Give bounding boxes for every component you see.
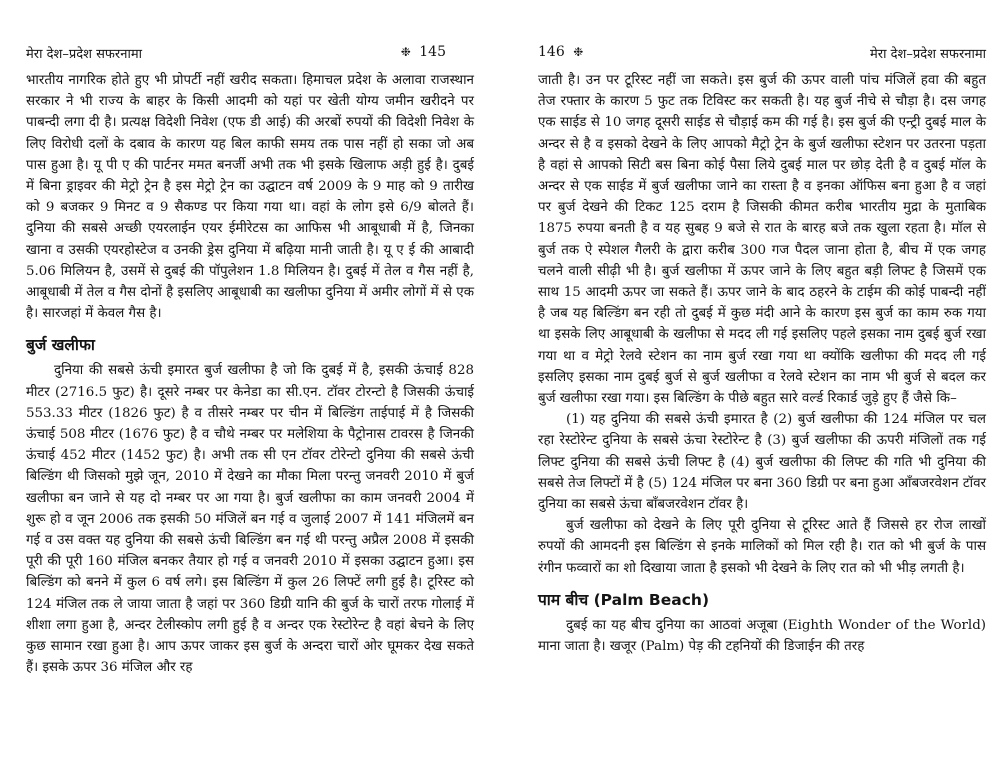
right-paragraph-records: (1) यह दुनिया की सबसे ऊंची इमारत है (2) बुर्ज खलीफा की 124 मंजिल पर चल रहा रेस्टोरेन्ट दुनिया के सबसे ऊंचा रेस्टोरेन्ट है (3) बुर्ज खलीफा की ऊपरी मंजिलों तक गई लिफ्ट दुनिया की सबसे ऊंची लिफ्ट है (4) बुर्ज खलीफा की लिफ्ट की गति भी दुनिया की सबसे तेज लिफ्टों में है (5) 124 मंजिल पर बना 360 डिग्री पर बना हुआ आँबजरवेशन टॉवर दुनिया का सबसे ऊंचा बाँबजरवेशन टॉवर है। [538,412,986,513]
right-page-body [538,70,986,657]
left-page [26,0,474,773]
left-page-number-block [397,44,446,60]
right-page-number-block [538,44,587,60]
left-running-title: मेरा देश–प्रदेश सफरनामा [26,47,142,62]
right-paragraph-3: बुर्ज खलीफा को देखने के लिए पूरी दुनिया से टूरिस्ट आते हैं जिससे हर रोज लाखों रुपयों की आमदनी इस बिल्डिंग से इनके मालिकों को मिल रही है। रात को भी बुर्ज के पास रंगीन फव्वारों का शो दिखाया जाता है इसको भी देखने के लिए रात को भी भीड़ लगती है। [538,518,986,576]
left-section-paragraph-1: दुनिया की सबसे ऊंची इमारत बुर्ज खलीफा है जो कि दुबई में है, इसकी ऊंचाई 828 मीटर (2716.5 फुट) है। दूसरे नम्बर पर केनेडा का सी.एन. टॉवर टोरन्टो है जिसकी ऊंचाई 553.33 मीटर (1826 फुट) है व तीसरे नम्बर पर चीन में बिल्डिंग ताईपाई में है जिसकी ऊंचाई 508 मीटर (1676 फुट) है व चौथे नम्बर पर मलेशिया के पैट्रोनास टावरस है जिनकी ऊंचाई 452 मीटर (1452 फुट) है। अभी तक सी एन टॉवर टोरेन्टो दुनिया की सबसे ऊंची बिल्डिंग थी जिसको मुझे जून, 2010 में देखने का मौका मिला परन्तु जनवरी 2010 में बुर्ज खलीफा बन जाने से यह दो नम्बर पर आ गया है। बुर्ज खलीफा का काम जनवरी 2004 में शुरू हो व जून 2006 तक इसकी 50 मंजिलें बन गई व जुलाई 2007 में 141 मंजिलमें बन गई व उस वक्त यह दुनिया की सबसे ऊंची बिल्डिंग बन गई थी परन्तु अप्रैल 2008 में इसकी पूरी की पूरी 160 मंजिल बनकर तैयार हो गई व जनवरी 2010 में इसका उद्घाटन हुआ। इस बिल्डिंग को बनने में कुल 6 वर्ष लगे। इस बिल्डिंग में कुल 26 लिफ्टें लगी हुई है। टूरिस्ट को 124 मंजिल तक ले जाया जाता है जहां पर 360 डिग्री यानि की बुर्ज के चारों तरफ गोलाई में शीशा लगा हुआ है, अन्दर टेलीस्कोप लगी हुई है व अन्दर एक रेस्टोरेन्ट है वहां बेचने के लिए कुछ सामान रखा हुआ है। आप ऊपर जाकर इस बुर्ज के अन्दरा चारों ओर घूमकर देख सकते हैं। इसके ऊपर 36 मंजिल और रह [26,363,474,676]
left-page-body [26,70,474,678]
left-paragraph-1: भारतीय नागरिक होते हुए भी प्रोपर्टी नहीं खरीद सकता। हिमाचल प्रदेश के अलावा राजस्थान सरकार ने भी राज्य के बाहर के किसी आदमी को यहां पर खेती योग्य जमीन खरीदने पर पाबन्दी लगा दी है। प्रत्यक्ष विदेशी निवेश (एफ डी आई) की अरबों रुपयों की विदेशी निवेश के लिए विरोधी दलों के दबाव के कारण यह बिल काफी समय तक पास नहीं हो सका जो अब पास हुआ है। यू पी ए की पार्टनर ममत बनर्जी अभी तक भी इसके खिलाफ अड़ी हुई है। दुबई में बिना ड्राइवर की मेट्रो ट्रेन है इस मेट्रो ट्रेन का उद्घाटन वर्ष 2009 के 9 माह को 9 तारीख को 9 बजकर 9 मिनट व 9 सैकण्ड पर किया गया था। वहां के लोग इसे 6/9 बोलते हैं। दुनिया की सबसे अच्छी एयरलाईन एयर ईमीरेटस का आफिस भी आबूधाबी में है, जिनका खाना व उसकी एयरहोस्टेज व उनकी ड्रेस दुनिया में बढ़िया मानी जाती है। यू ए ई की आबादी 5.06 मिलियन है, उसमें से दुबई की पॉपुलेशन 1.8 मिलियन है। दुबई में तेल व गैस नहीं है, आबूधाबी में तेल व गैस दोनों है इसलिए आबूधाबी का खलीफा दुनिया में अमीर लोगों में से एक है। सारजहां में केवल गैस है। [26,73,474,322]
right-page-number: 146 [538,44,565,60]
right-section-paragraph-1: दुबई का यह बीच दुनिया का आठवां अजूबा (Eighth Wonder of the World) माना जाता है। खजूर (Palm) पेड़ की टहनियों की डिजाईन की तरह [538,617,986,655]
flower-ornament-icon: ❉ [400,45,411,59]
right-running-head [538,44,986,66]
left-running-head [26,44,474,66]
flower-ornament-icon: ❉ [573,45,584,59]
right-running-title: मेरा देश–प्रदेश सफरनामा [870,47,986,62]
right-page [538,0,986,773]
section-heading-burj-khalifa: बुर्ज खलीफा [26,336,95,355]
section-heading-palm-beach: पाम बीच (Palm Beach) [538,590,710,609]
right-paragraph-1: जाती है। उन पर टूरिस्ट नहीं जा सकते। इस बुर्ज की ऊपर वाली पांच मंजिलें हवा की बहुत तेज रफ्तार के कारण 5 फुट तक टिविस्ट कर सकती है। यह बुर्ज नीचे से चौड़ा है। दस जगह एक साईड से 10 जगह दूसरी साईड से चौड़ाई कम की गई है। इस बुर्ज की एन्ट्री दुबई माल के अन्दर से है व इसको देखने के लिए आपको मैट्रो ट्रेन के बुर्ज खलीफा स्टेशन पर उतरना पड़ता है वहां से आपको सिटी बस बिना कोई पैसा लिये दुबई माल पर छोड़ देती है व दुबई मॉल के अन्दर से एक साईड में बुर्ज खलीफा जाने का रास्ता है व इनका ऑफिस बना हुआ है व जहां पर बुर्ज देखने की टिकट 125 दराम है जिसकी कीमत करीब भारतीय मुद्रा के मुताबिक 1875 रुपया बनती है व यह सुबह 9 बजे से रात के बारह बजे तक खुला रहता है। मॉल से बुर्ज तक ऐ स्पेशल गैलरी के द्वारा करीब 300 गज पैदल जाना होता है, बीच में एक जगह चलने वाली सीढ़ी भी है। बुर्ज खलीफा में ऊपर जाने के लिए बहुत बड़ी लिफ्ट है जिसमें एक साथ 15 आदमी ऊपर जा सकते हैं। ऊपर जाने के बाद ठहरने के टाईम की कोई पाबन्दी नहीं है जब यह बिल्डिंग बन रही तो दुबई में कुछ मंदी आने के कारण इस बुर्ज का काम रुक गया था इसके लिए आबूधाबी के खलीफा से मदद ली गई इसलिए पहले इसका नाम दुबई बुर्ज रखा गया था व मेट्रो रेलवे स्टेशन का नाम बुर्ज रखा गया था क्योंकि खलीफा की मदद ली गई इसलिए इसका नाम दुबई बुर्ज से बुर्ज खलीफा व रेलवे स्टेशन का नाम भी बुर्ज से बदल कर बुर्ज खलीफा रखा गया। इस बिल्डिंग के पीछे बहुत सारे वर्ल्ड रिकार्ड जुड़े हुए हैं जैसे कि– [538,73,986,407]
left-page-number: 145 [419,44,446,60]
